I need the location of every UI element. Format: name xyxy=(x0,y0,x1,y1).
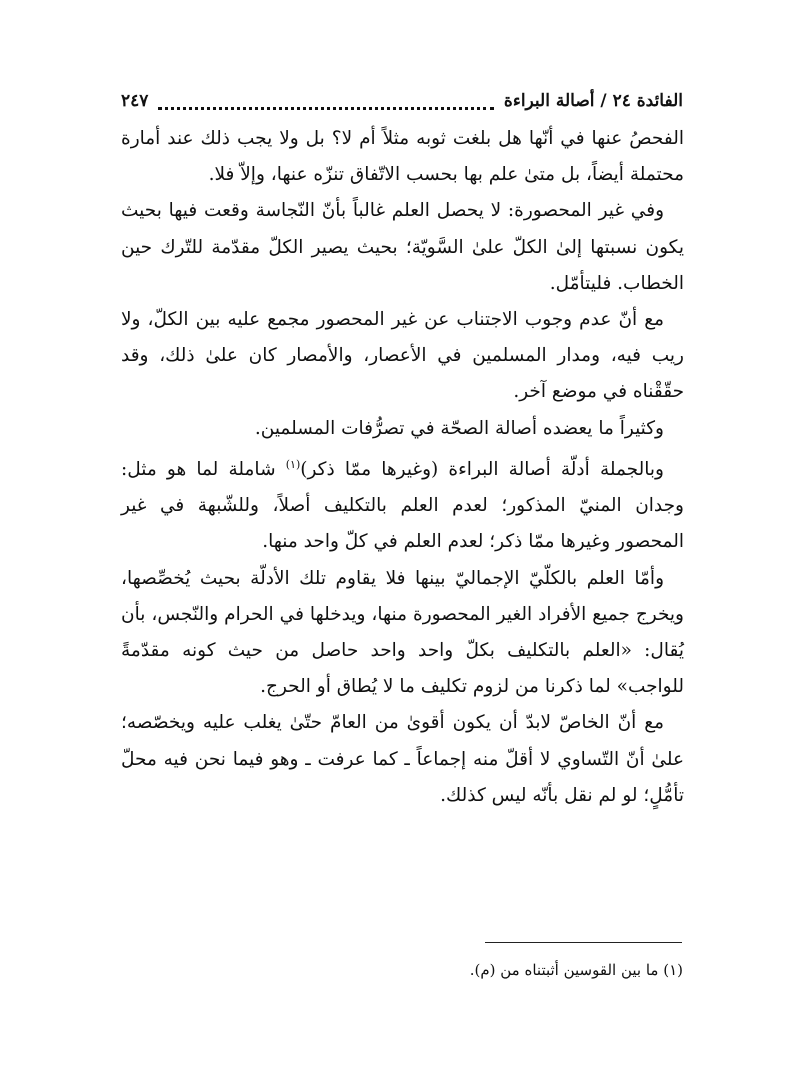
paragraph-5-after: شاملة لما هو مثل: وجدان المنيّ المذكور؛ لعدم العلم بالتكليف أصلاً، وللشّبهة في غير المحصور وغيرها ممّا ذكر؛ لعدم العلم في كلّ واحد منها. xyxy=(121,458,684,553)
paragraph-5 xyxy=(121,447,684,561)
paragraph-6: وأمّا العلم بالكلّيّ الإجماليّ بينها فلا يقاوم تلك الأدلّة بحيث يُخصِّصها، ويخرج جميع الأفراد الغير المحصورة منها، ويدخلها في الحرام والنّجس، بأن يُقال: «العلم بالتكليف بكلّ واحد واحد حاصل من حيث كونه مقدّمةً للواجب» لما ذكرنا من لزوم تكليف ما لا يُطاق أو الحرج. xyxy=(121,567,684,698)
footnote: (١) ما بين القوسين أثبتناه من (م). xyxy=(469,961,683,979)
header-dot-leader xyxy=(158,105,494,110)
footnote-ref[interactable]: (١) xyxy=(285,457,301,471)
paragraph-3: مع أنّ عدم وجوب الاجتناب عن غير المحصور مجمع عليه بين الكلّ، ولا ريب فيه، ومدار المسلمين في الأعصار، والأمصار كان علىٰ ذلك، وقد حقّقْناه في موضع آخر. xyxy=(121,309,684,403)
paragraph-5-before: وبالجملة أدلّة أصالة البراءة (وغيرها ممّا ذكر) xyxy=(300,458,664,480)
paragraph-1: الفحصُ عنها في أنّها هل بلغت ثوبه مثلاً أم لا؟ بل ولا يجب ذلك عند أمارة محتملة أيضاً، بل متىٰ علم بها بحسب الاتّفاق تنزّه عنها، وإلاّ فلا. xyxy=(121,128,684,186)
paragraph-7: مع أنّ الخاصّ لابدّ أن يكون أقوىٰ من العامّ حتّىٰ يغلب عليه ويخصّصه؛ علىٰ أنّ التّساوي لا أقلّ منه إجماعاً ـ كما عرفت ـ وهو فيما نحن فيه محلّ تأمُّلٍ؛ لو لم نقل بأنّه ليس كذلك. xyxy=(121,712,684,806)
paragraph-4: وكثيراً ما يعضده أصالة الصحّة في تصرُّفات المسلمين. xyxy=(254,417,664,439)
header-title: الفائدة ٢٤ / أصالة البراءة xyxy=(503,91,683,111)
paragraph-2: وفي غير المحصورة: لا يحصل العلم غالباً بأنّ النّجاسة وقعت فيها بحيث يكون نسبتها إلىٰ الكلّ علىٰ السَّويّة؛ بحيث يصير الكلّ مقدّمة للتّرك حين الخطاب. فليتأمّل. xyxy=(121,200,684,294)
body-text xyxy=(121,121,684,814)
page-number: ٢٤٧ xyxy=(121,91,149,111)
running-header xyxy=(121,86,683,116)
footnote-separator xyxy=(485,942,682,943)
